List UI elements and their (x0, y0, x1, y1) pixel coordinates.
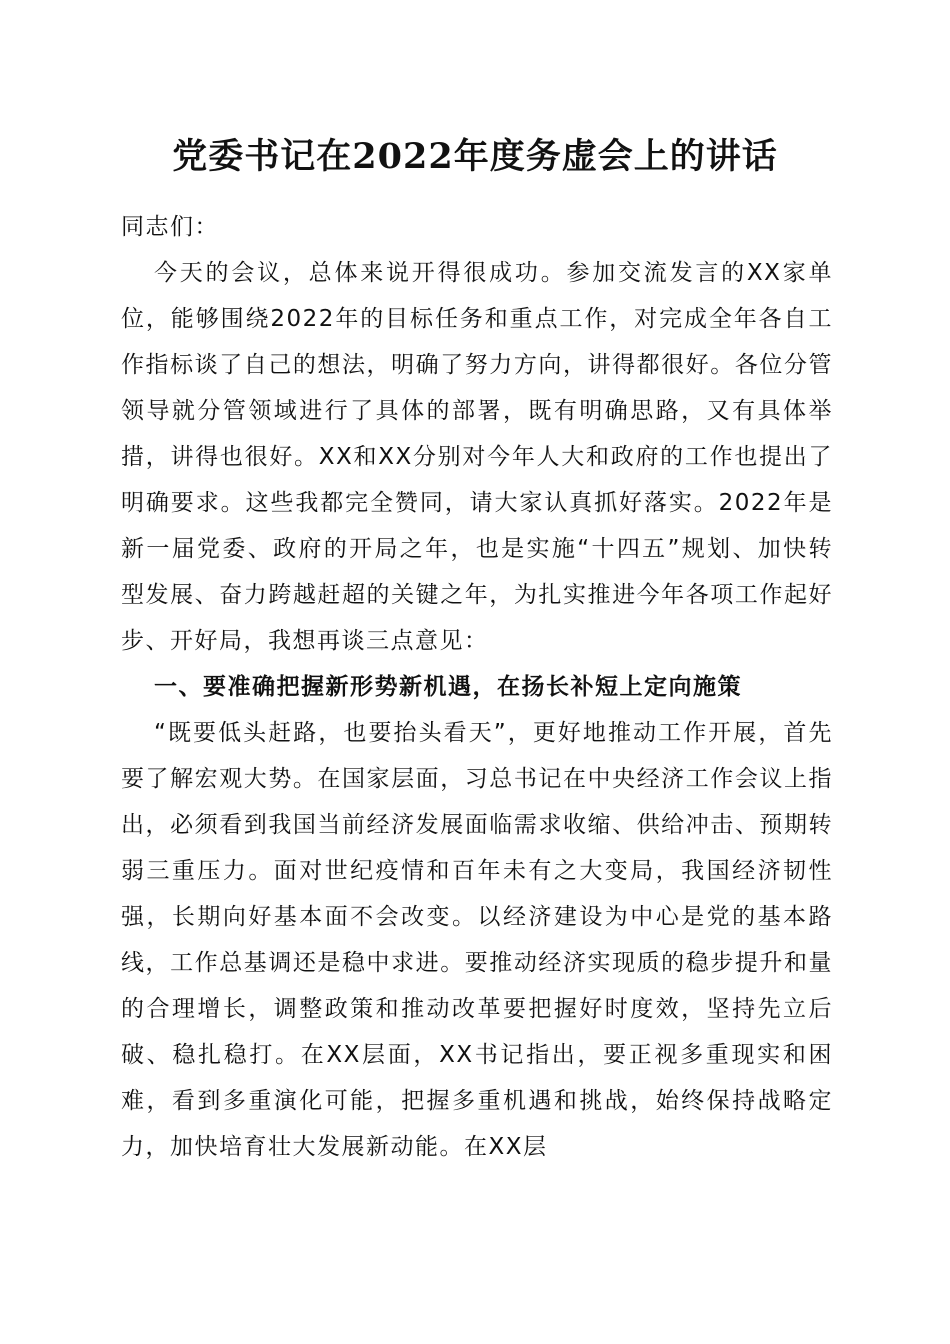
paragraph-opening: 今天的会议，总体来说开得很成功。参加交流发言的XX家单位，能够围绕2022年的目标任务和重点工作，对完成全年各自工作指标谈了自己的想法，明确了努力方向，讲得都很好。各位分管领导就分管领域进行了具体的部署，既有明确思路，又有具体举措，讲得也很好。XX和XX分别对今年人大和政府的工作也提出了明确要求。这些我都完全赞同，请大家认真抓好落实。2022年是新一届党委、政府的开局之年，也是实施“十四五”规划、加快转型发展、奋力跨越赶超的关键之年，为扎实推进今年各项工作起好步、开好局，我想再谈三点意见： (121, 260, 833, 654)
salutation: 同志们： (121, 214, 219, 240)
section-heading-1: 一、要准确把握新形势新机遇，在扬长补短上定向施策 (154, 674, 742, 700)
paragraph-section-1: “既要低头赶路，也要抬头看天”，更好地推动工作开展，首先要了解宏观大势。在国家层面，习总书记在中央经济工作会议上指出，必须看到我国当前经济发展面临需求收缩、供给冲击、预期转弱三重压力。面对世纪疫情和百年未有之大变局，我国经济韧性强，长期向好基本面不会改变。以经济建设为中心是党的基本路线，工作总基调还是稳中求进。要推动经济实现质的稳步提升和量的合理增长，调整政策和推动改革要把握好时度效，坚持先立后破、稳扎稳打。在XX层面，XX书记指出，要正视多重现实和困难，看到多重演化可能，把握多重机遇和挑战，始终保持战略定力，加快培育壮大发展新动能。在XX层 (121, 720, 833, 1160)
document-body (121, 204, 833, 1170)
document-title: 党委书记在2022年度务虚会上的讲话 (172, 136, 778, 177)
